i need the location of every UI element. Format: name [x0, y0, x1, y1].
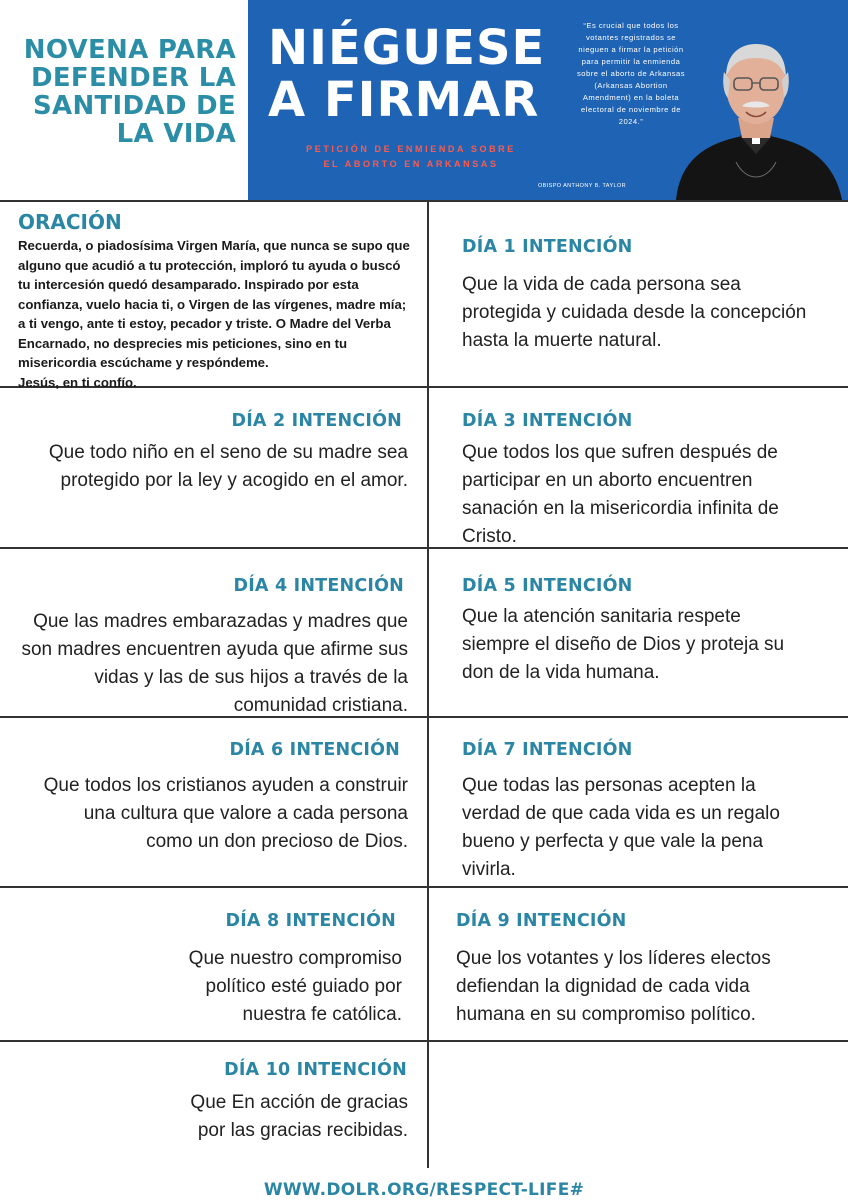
- prayer-title: ORACIÓN: [18, 210, 122, 234]
- bishop-quote: “Es crucial que todos los votantes registrados se nieguen a firmar la petición para permitir la enmienda sobre el aborto de Arkansas (Arkansas Abortion Amendment) en la boleta electoral de noviembre de 2024.”: [576, 21, 686, 126]
- day-1-text: Que la vida de cada persona sea protegida y cuidada desde la concepción hasta la muerte natural.: [462, 274, 807, 351]
- day-3-heading: DÍA 3 INTENCIÓN: [462, 411, 633, 431]
- day-8-text: Que nuestro compromiso político esté guiado por nuestra fe católica.: [188, 948, 402, 1025]
- prayer-text: Recuerda, o piadosísima Virgen María, que nunca se supo que alguno que acudió a tu protección, imploró tu ayuda o buscó tu intercesión quedó desamparado. Inspirado por esta confianza, vuelo hacia ti, o Virgen de las vírgenes, madre mía; a ti vengo, ante ti estoy, pecador y triste. O Madre del Verba Encarnado, no desprecies mis peticiones, sino en tu misericordia escúchame y respóndeme.: [18, 238, 410, 370]
- day-9-text: Que los votantes y los líderes electos defiendan la dignidad de cada vida humana en su compromiso político.: [456, 948, 771, 1025]
- day-1-heading: DÍA 1 INTENCIÓN: [462, 237, 633, 257]
- bishop-portrait-image: [666, 22, 846, 200]
- prayer-text-block: [18, 236, 416, 392]
- prayer-closing: Jesús, en ti confío.: [18, 374, 137, 390]
- banner-title: NIÉGUESE A FIRMAR: [268, 20, 546, 128]
- day-3-text: Que todos los que sufren después de participar en un aborto encuentren sanación en la misericordia infinita de Cristo.: [462, 442, 779, 547]
- header-left-panel: [0, 0, 248, 200]
- day-8-heading: DÍA 8 INTENCIÓN: [225, 911, 396, 931]
- day-9-heading: DÍA 9 INTENCIÓN: [456, 911, 627, 931]
- day-7-text: Que todas las personas acepten la verdad de que cada vida es un regalo bueno y perfecta y que vale la pena vivirla.: [462, 775, 780, 880]
- day-4-heading: DÍA 4 INTENCIÓN: [233, 576, 404, 596]
- divider: [0, 886, 848, 888]
- day-10-text: Que En acción de gracias por las gracias recibidas.: [190, 1092, 408, 1141]
- day-2-heading: DÍA 2 INTENCIÓN: [231, 411, 402, 431]
- novena-title: NOVENA PARA DEFENDER LA SANTIDAD DE LA VIDA: [23, 35, 236, 149]
- header-banner: [248, 0, 848, 200]
- day-6-heading: DÍA 6 INTENCIÓN: [229, 740, 400, 760]
- day-4-text: Que las madres embarazadas y madres que son madres encuentren ayuda que afirme sus vidas y las de sus hijos a través de la comunidad cristiana.: [21, 611, 408, 716]
- footer-website-link[interactable]: WWW.DOLR.ORG/RESPECT-LIFE#: [263, 1180, 585, 1200]
- divider: [0, 200, 848, 202]
- day-6-text: Que todos los cristianos ayuden a construir una cultura que valore a cada persona como un don precioso de Dios.: [43, 775, 408, 852]
- day-2-text: Que todo niño en el seno de su madre sea protegido por la ley y acogido en el amor.: [48, 442, 408, 491]
- divider: [0, 1040, 848, 1042]
- day-7-heading: DÍA 7 INTENCIÓN: [462, 740, 633, 760]
- day-5-heading: DÍA 5 INTENCIÓN: [462, 576, 633, 596]
- bishop-credit: OBISPO ANTHONY B. TAYLOR: [538, 183, 627, 189]
- banner-subtitle: PETICIÓN DE ENMIENDA SOBRE EL ABORTO EN ARKANSAS: [306, 144, 516, 169]
- day-10-heading: DÍA 10 INTENCIÓN: [224, 1060, 407, 1080]
- day-5-text: Que la atención sanitaria respete siempre el diseño de Dios y proteja su don de la vida humana.: [462, 606, 785, 683]
- vertical-divider: [427, 200, 429, 1168]
